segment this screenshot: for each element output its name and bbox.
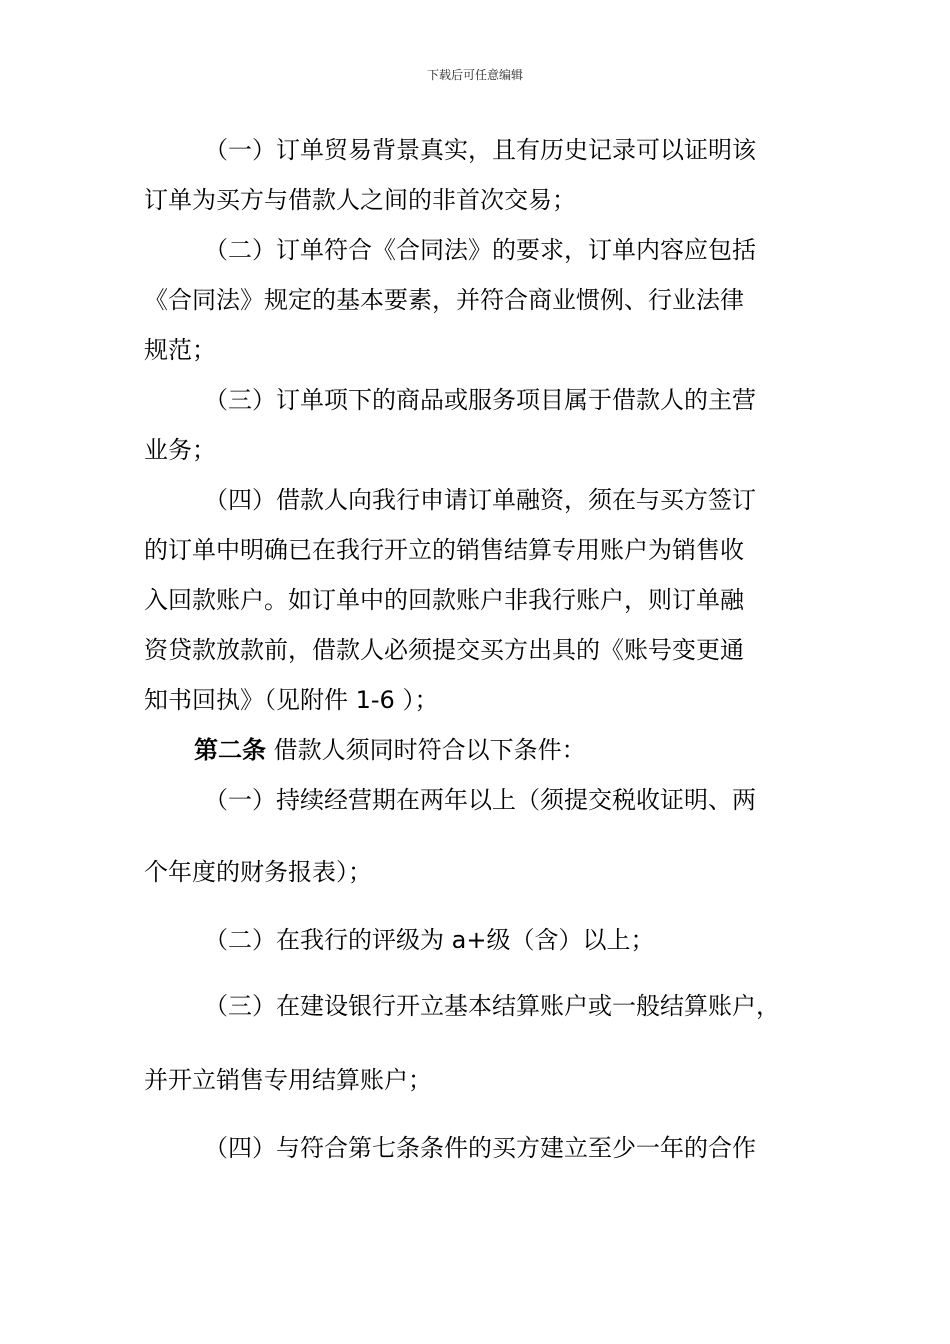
paragraph-line: 《合同法》规定的基本要素，并符合商业惯例、行业法律 — [144, 286, 744, 314]
paragraph-line: 的订单中明确已在我行开立的销售结算专用账户为销售收 — [144, 536, 744, 564]
paragraph-line: （三）在建设银行开立基本结算账户或一般结算账户， — [204, 992, 780, 1020]
paragraph-line: 订单为买方与借款人之间的非首次交易； — [144, 186, 576, 214]
paragraph-line: （一）持续经营期在两年以上（须提交税收证明、两 — [204, 786, 756, 814]
paragraph-line: 并开立销售专用结算账户； — [144, 1066, 432, 1094]
paragraph-line: 业务； — [144, 436, 216, 464]
article-intro: 借款人须同时符合以下条件： — [273, 736, 586, 764]
paragraph-line: （四）与符合第七条条件的买方建立至少一年的合作 — [204, 1134, 756, 1162]
paragraph-line: 知书回执》（见附件 1-6 ）； — [144, 686, 439, 714]
paragraph-line: （二）在我行的评级为 a+级（含）以上； — [204, 926, 655, 954]
article-heading-line — [194, 734, 586, 766]
paragraph-line: 个年度的财务报表）； — [144, 858, 372, 886]
paragraph-line: （四）借款人向我行申请订单融资，须在与买方签订 — [204, 486, 756, 514]
paragraph-line: 资贷款放款前，借款人必须提交买方出具的《账号变更通 — [144, 636, 744, 664]
paragraph-line: 规范； — [144, 336, 216, 364]
paragraph-line: （三）订单项下的商品或服务项目属于借款人的主营 — [204, 386, 756, 414]
page-header-note: 下载后可任意编辑 — [426, 68, 523, 82]
paragraph-line: （一）订单贸易背景真实，且有历史记录可以证明该 — [204, 136, 756, 164]
article-label: 第二条 — [194, 736, 266, 764]
paragraph-line: （二）订单符合《合同法》的要求，订单内容应包括 — [204, 236, 756, 264]
paragraph-line: 入回款账户。如订单中的回款账户非我行账户，则订单融 — [144, 586, 744, 614]
